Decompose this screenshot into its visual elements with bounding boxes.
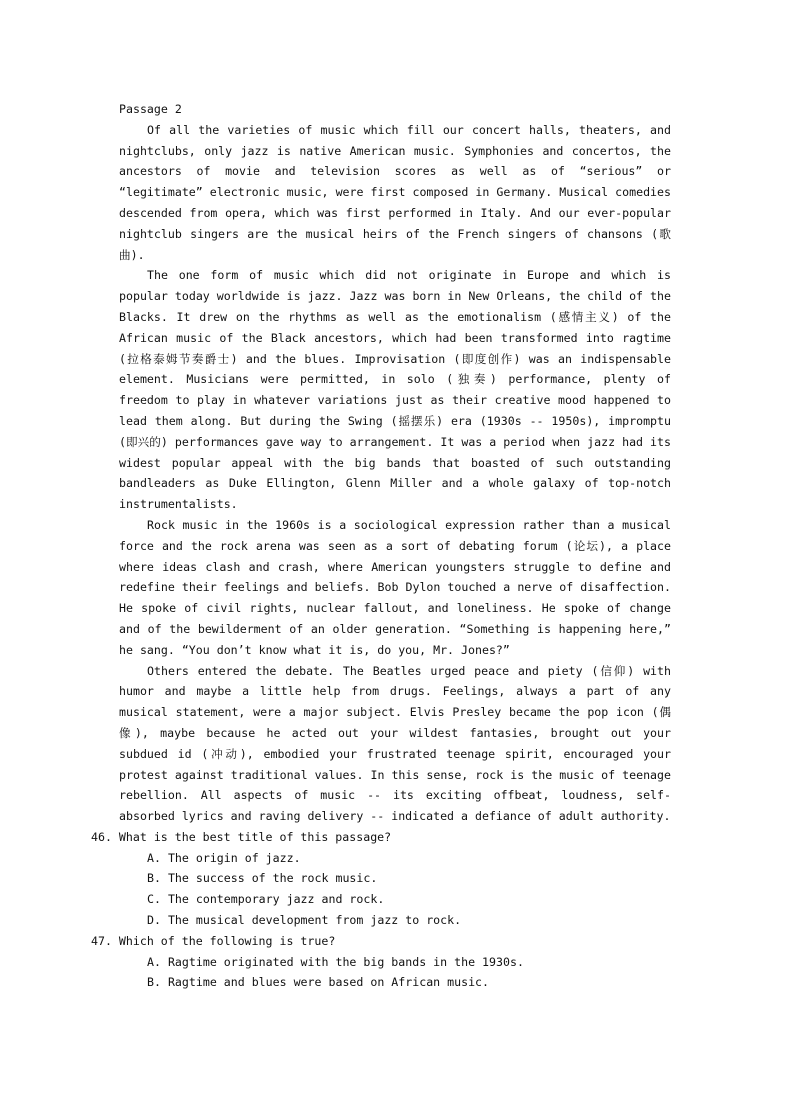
question-stem: 47. Which of the following is true? (91, 933, 336, 948)
question-47 (91, 931, 671, 993)
passage-paragraph-1: Of all the varieties of music which fill our concert halls, theaters, and nightclubs, only jazz is native American music. Symphonies and concertos, the ancestors of movie and television scores as well as of “serious” or “legitimate” electronic music, were first composed in Germany. Musical comedies descended from opera, which was first performed in Italy. And our ever-popular nightclub singers are the musical heirs of the French singers of chansons (歌曲). (119, 122, 671, 262)
option-c: C. The contemporary jazz and rock. (147, 892, 385, 907)
passage-paragraph-4: Others entered the debate. The Beatles urged peace and piety (信仰) with humor and maybe a little help from drugs. Feelings, always a part of any musical statement, were a major subject. Elvis Presley became the pop icon (偶像), maybe because he acted out your wildest fantasies, brought out your subdued id (冲动), embodied your frustrated teenage spirit, encouraged your protest against traditional values. In this sense, rock is the music of teenage rebellion. All aspects of music -- its exciting offbeat, loudness, self-absorbed lyrics and raving delivery -- indicated a defiance of adult authority. (119, 663, 671, 824)
option-b: B. The success of the rock music. (147, 871, 378, 886)
passage-paragraph-3: Rock music in the 1960s is a sociological expression rather than a musical force and the rock arena was seen as a sort of debating forum (论坛), a place where ideas clash and crash, where American youngsters struggle to define and redefine their feelings and beliefs. Bob Dylon touched a nerve of disaffection. He spoke of civil rights, nuclear fallout, and loneliness. He spoke of change and of the bewilderment of an older generation. “Something is happening here,” he sang. “You don’t know what it is, do you, Mr. Jones?” (119, 517, 671, 657)
option-d: D. The musical development from jazz to rock. (147, 913, 462, 928)
passage-content (91, 99, 671, 993)
option-a: A. The origin of jazz. (147, 850, 301, 865)
passage-paragraph-2: The one form of music which did not originate in Europe and which is popular today worldwide is jazz. Jazz was born in New Orleans, the child of the Blacks. It drew on the rhythms as well as the emotionalism (感情主义) of the African music of the Black ancestors, which had been transformed into ragtime (拉格泰姆节奏爵士) and the blues. Improvisation (即度创作) was an indispensable element. Musicians were permitted, in solo (独奏) performance, plenty of freedom to play in whatever variations just as their creative mood happened to lead them along. But during the Swing (摇摆乐) era (1930s -- 1950s), impromptu (即兴的) performances gave way to arrangement. It was a period when jazz had its widest popular appeal with the big bands that boasted of such outstanding bandleaders as Duke Ellington, Glenn Miller and a whole galaxy of top-notch instrumentalists. (119, 268, 671, 512)
passage-title: Passage 2 (119, 102, 182, 116)
question-stem: 46. What is the best title of this passage? (91, 829, 392, 844)
option-a: A. Ragtime originated with the big bands in the 1930s. (147, 954, 524, 969)
option-b: B. Ragtime and blues were based on African music. (147, 975, 490, 990)
question-46 (91, 827, 671, 931)
